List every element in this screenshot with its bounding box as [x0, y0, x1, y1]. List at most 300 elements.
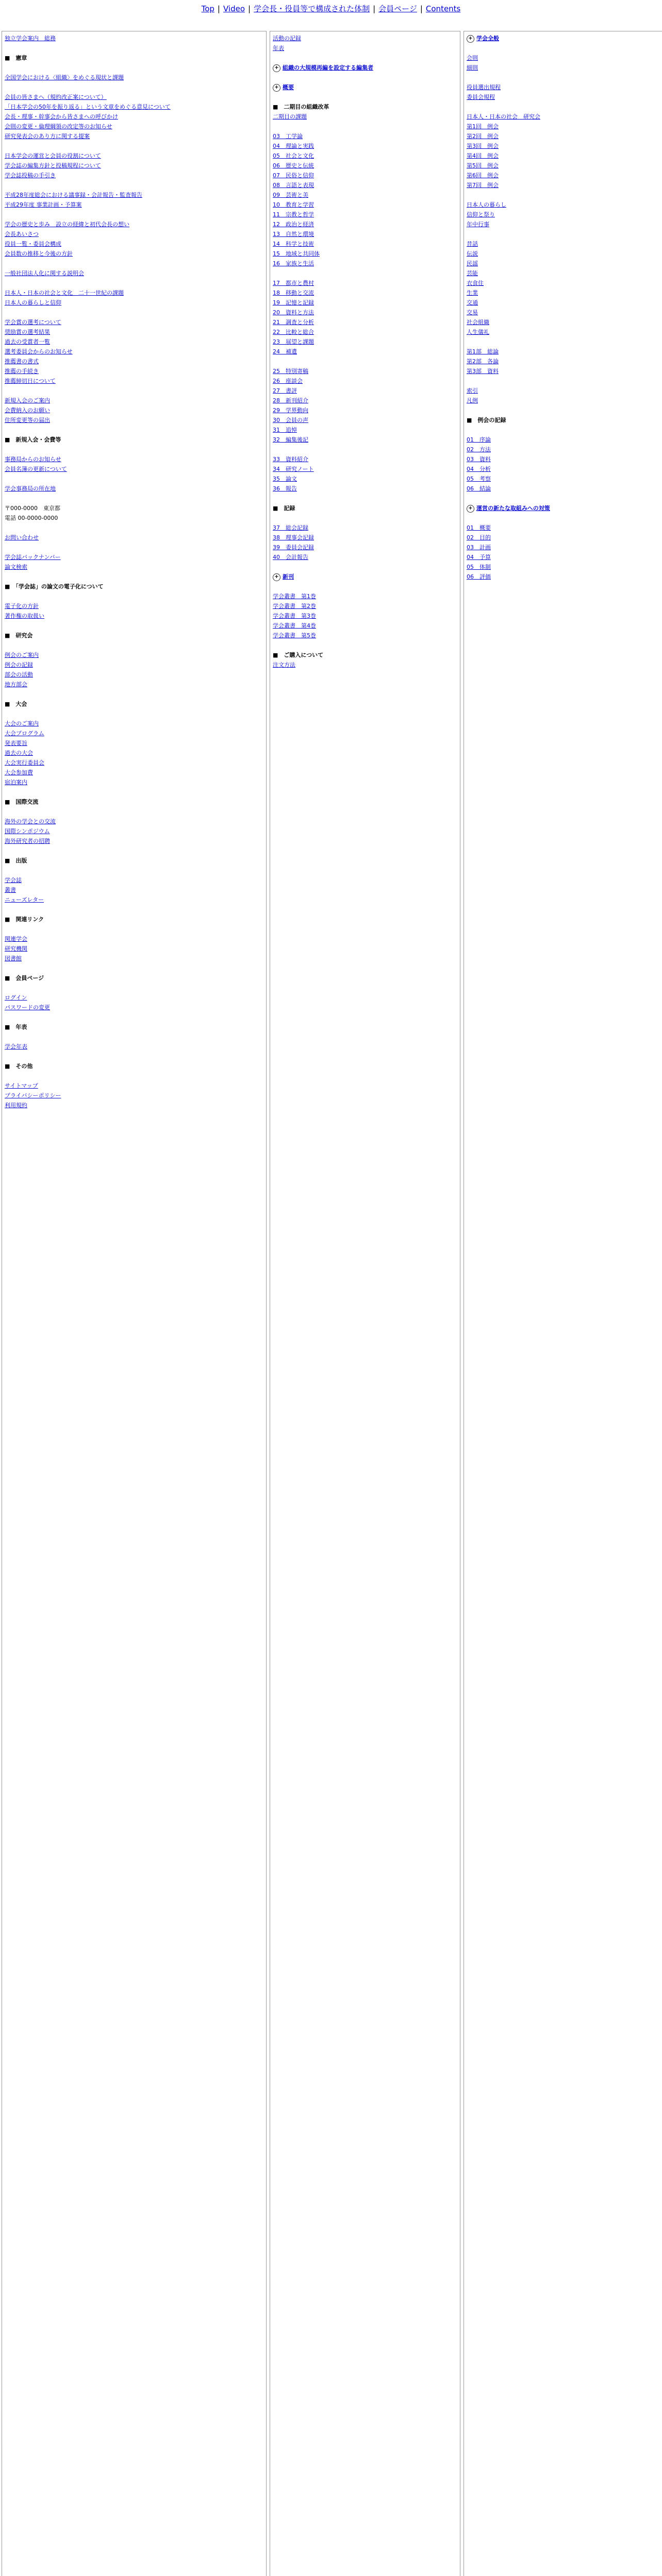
list-item-link[interactable]: 会員数の推移と今後の方針 — [5, 250, 73, 257]
list-item — [5, 738, 263, 748]
spacer — [467, 425, 660, 435]
list-item-link[interactable]: 日本人の暮らしと信仰 — [5, 299, 61, 306]
spacer — [5, 1032, 263, 1042]
spacer — [5, 210, 263, 219]
list-item — [467, 180, 660, 190]
spacer — [5, 983, 263, 993]
left-column — [2, 31, 267, 2576]
list-item-link[interactable]: 19 記憶と記録 — [273, 299, 314, 306]
list-item — [467, 445, 660, 454]
list-item — [467, 268, 660, 278]
list-item-link[interactable]: 伝説 — [467, 250, 478, 257]
list-item-link[interactable]: 電子化の方針 — [5, 603, 39, 609]
list-item-link[interactable]: 研究機関 — [5, 945, 27, 952]
list-item — [5, 836, 263, 846]
list-item-link[interactable]: 16 家族と生活 — [273, 260, 314, 267]
list-item-link[interactable]: 学会年表 — [5, 1043, 27, 1050]
block-heading — [273, 82, 457, 92]
list-item-link[interactable]: 会員の皆さまへ（規約改正案について） — [5, 94, 107, 100]
list-item-link[interactable]: 36 報告 — [273, 485, 297, 492]
list-item — [5, 601, 263, 611]
list-item-link[interactable]: 27 書評 — [273, 387, 297, 394]
section-heading: ■ その他 — [5, 1063, 33, 1070]
list-item-link[interactable]: 02 目的 — [467, 534, 491, 541]
list-item-link[interactable]: 31 追悼 — [273, 427, 297, 433]
list-item — [467, 122, 660, 131]
list-item-link[interactable]: 03 工学論 — [273, 133, 303, 140]
list-item-link[interactable]: 18 移動と交流 — [273, 290, 314, 296]
list-item — [273, 210, 457, 219]
list-item-link[interactable]: 年中行事 — [467, 221, 489, 228]
section-heading: ■ 「学会誌」の論文の電子化について — [5, 583, 104, 590]
list-item-link[interactable]: 11 宗教と哲学 — [273, 211, 314, 218]
list-item-link[interactable]: 例会のご案内 — [5, 652, 39, 658]
list-item-link[interactable]: 学会賞の選考について — [5, 319, 61, 326]
list-item-link[interactable]: 注文方法 — [273, 662, 295, 668]
list-item — [5, 219, 263, 229]
block-heading — [467, 503, 660, 513]
list-item-link[interactable]: 部会の活動 — [5, 671, 33, 678]
section-heading: ■ 関連リンク — [5, 916, 44, 923]
list-item-link[interactable]: 05 体制 — [467, 564, 491, 570]
list-item-link[interactable]: 社会組織 — [467, 319, 489, 326]
list-item-link[interactable]: 学会誌の編集方針と投稿規程について — [5, 162, 101, 169]
list-item-link[interactable]: 日本人・日本の社会 研究会 — [467, 113, 540, 120]
list-item-link[interactable]: 06 評価 — [467, 573, 491, 580]
list-item — [467, 386, 660, 396]
list-item — [467, 278, 660, 288]
list-item — [273, 464, 457, 474]
list-item-link[interactable]: 17 都市と農村 — [273, 280, 314, 286]
spacer — [467, 376, 660, 386]
list-item-link[interactable]: 細則 — [467, 64, 478, 71]
list-item — [273, 484, 457, 494]
list-item — [467, 200, 660, 210]
list-item-link[interactable]: 05 考察 — [467, 476, 491, 482]
list-item — [5, 1100, 263, 1110]
list-item — [273, 347, 457, 357]
list-item — [467, 366, 660, 376]
list-item — [467, 171, 660, 180]
nav-link-members[interactable]: 会員ページ — [378, 4, 417, 13]
list-item — [5, 405, 263, 415]
list-item-link[interactable]: 住所変更等の届出 — [5, 417, 50, 423]
list-item — [467, 249, 660, 259]
list-item-link[interactable]: 学会叢書 第5巻 — [273, 632, 316, 639]
list-item-link[interactable]: 29 学界動向 — [273, 407, 308, 414]
list-item — [467, 239, 660, 249]
list-item-link[interactable]: 第2部 各論 — [467, 358, 499, 365]
list-item-link[interactable]: 選考委員会からのお知らせ — [5, 348, 73, 355]
list-item-link[interactable]: 13 自然と環境 — [273, 231, 314, 238]
list-item — [467, 63, 660, 73]
expand-circle-icon[interactable]: + — [273, 84, 280, 92]
list-item-link[interactable]: 信仰と祭り — [467, 211, 495, 218]
list-item-link[interactable]: 役員一覧・委員会構成 — [5, 241, 61, 247]
list-item-link[interactable]: 24 補遺 — [273, 348, 297, 355]
spacer — [273, 640, 457, 650]
list-item-link[interactable]: 12 政治と経済 — [273, 221, 314, 228]
list-item — [5, 562, 263, 572]
text-line: 電話 00-0000-0000 — [5, 515, 58, 521]
list-item-link[interactable]: 叢書 — [5, 887, 16, 893]
block-heading — [273, 572, 457, 582]
list-item-link[interactable]: 論文検索 — [5, 564, 27, 570]
list-item-link[interactable]: 海外の学会との交流 — [5, 818, 56, 825]
list-item — [467, 357, 660, 366]
spacer — [273, 582, 457, 591]
list-item — [467, 484, 660, 494]
expand-circle-icon[interactable]: + — [273, 573, 280, 581]
list-item-link[interactable]: 芸能 — [467, 270, 478, 277]
list-item-link[interactable]: 第4回 例会 — [467, 152, 499, 159]
section-heading: ■ 研究会 — [5, 632, 33, 639]
list-item-link[interactable]: 第2回 例会 — [467, 133, 499, 140]
spacer — [5, 141, 263, 151]
list-item — [5, 934, 263, 944]
list-item-link[interactable]: 第6回 例会 — [467, 172, 499, 179]
list-item-link[interactable]: 国際シンポジウム — [5, 828, 50, 835]
list-item-link[interactable]: 日本人・日本の社会と文化 二十一世紀の課題 — [5, 290, 124, 296]
list-item-link[interactable]: 図書館 — [5, 955, 22, 962]
list-item-link[interactable]: 発表要旨 — [5, 740, 27, 747]
list-item-link[interactable]: 研究発表会のあり方に関する提案 — [5, 133, 90, 140]
list-item-link[interactable]: 独立学会案内 総務 — [5, 35, 56, 42]
list-item-link[interactable]: 宿泊案内 — [5, 779, 27, 786]
list-item — [273, 386, 457, 396]
list-item — [5, 357, 263, 366]
list-item — [5, 337, 263, 347]
section-heading: ■ ご購入について — [273, 652, 324, 658]
list-item-link[interactable]: 32 編集後記 — [273, 436, 308, 443]
list-item — [467, 474, 660, 484]
list-item — [5, 112, 263, 122]
list-item-link[interactable]: 学会叢書 第3巻 — [273, 613, 316, 619]
list-item — [273, 327, 457, 337]
section-heading: ■ 例会の記録 — [467, 417, 506, 423]
list-item-link[interactable]: パスワードの変更 — [5, 1004, 50, 1011]
nav-separator: | — [373, 4, 376, 13]
list-item-link[interactable]: 33 資料紹介 — [273, 456, 308, 463]
list-item — [5, 376, 263, 386]
list-item — [467, 92, 660, 102]
list-item — [5, 190, 263, 200]
list-item-link[interactable]: ニューズレター — [5, 896, 44, 903]
list-item — [273, 151, 457, 161]
list-item-link[interactable]: プライバシーポリシー — [5, 1092, 61, 1099]
list-item-link[interactable]: 会費納入のお願い — [5, 407, 50, 414]
list-item — [467, 161, 660, 171]
list-item-link[interactable]: 39 委員会記録 — [273, 544, 314, 551]
list-item-link[interactable]: お問い合わせ — [5, 534, 39, 541]
spacer — [5, 963, 263, 973]
list-item-link[interactable]: 年表 — [273, 45, 284, 52]
list-item — [273, 249, 457, 259]
list-item-link[interactable]: 例会の記録 — [5, 662, 33, 668]
list-item — [273, 219, 457, 229]
spacer — [5, 807, 263, 817]
block-heading — [467, 33, 660, 43]
list-item — [273, 611, 457, 621]
list-item — [273, 601, 457, 611]
list-item-link[interactable]: 大会プログラム — [5, 730, 44, 737]
list-item-link[interactable]: 15 地域と共同体 — [273, 250, 320, 257]
list-item-link[interactable]: 04 理論と実践 — [273, 143, 314, 149]
spacer — [5, 259, 263, 268]
spacer — [5, 445, 263, 454]
section-heading: ■ 二期目の組織改革 — [273, 104, 329, 110]
list-item-link[interactable]: 関連学会 — [5, 936, 27, 942]
list-item-link[interactable]: 大会参加費 — [5, 769, 33, 776]
spacer — [467, 229, 660, 239]
nav-link-board[interactable]: 学会長・役員等で構成された体制 — [254, 4, 370, 13]
list-item — [273, 43, 457, 53]
list-item — [5, 464, 263, 474]
list-item-link[interactable]: 01 序論 — [467, 436, 491, 443]
list-item-link[interactable]: 25 特別寄稿 — [273, 368, 308, 375]
list-item — [5, 1042, 263, 1052]
list-item-link[interactable]: 04 予算 — [467, 554, 491, 561]
list-item — [273, 317, 457, 327]
list-item-link[interactable]: 活動の記録 — [273, 35, 301, 42]
list-item — [5, 229, 263, 239]
list-item — [467, 82, 660, 92]
list-item — [273, 552, 457, 562]
list-item-link[interactable]: 38 理事会記録 — [273, 534, 314, 541]
list-item-link[interactable]: 一般社団法人化に関する説明会 — [5, 270, 84, 277]
spacer — [467, 513, 660, 523]
list-item — [5, 817, 263, 826]
list-item-link[interactable]: 03 資料 — [467, 456, 491, 463]
list-item — [5, 102, 263, 112]
spacer — [5, 866, 263, 875]
list-item-link[interactable]: 人生儀礼 — [467, 329, 489, 335]
expand-circle-icon[interactable]: + — [467, 505, 474, 513]
list-item — [5, 533, 263, 543]
spacer — [467, 73, 660, 82]
list-item-link[interactable]: 過去の受賞者一覧 — [5, 338, 50, 345]
nav-link-top[interactable]: Top — [201, 4, 214, 13]
list-item-link[interactable]: 学会叢書 第4巻 — [273, 622, 316, 629]
list-item-link[interactable]: 利用規約 — [5, 1102, 27, 1109]
list-item-link[interactable]: 学会の歴史と歩み 設立の経緯と初代会長の想い — [5, 221, 129, 228]
list-item — [5, 151, 263, 161]
spacer — [5, 924, 263, 934]
list-item-link[interactable]: 03 計画 — [467, 544, 491, 551]
spacer — [5, 689, 263, 699]
list-item-link[interactable]: 衣食住 — [467, 280, 484, 286]
list-item-link[interactable]: 21 調査と分析 — [273, 319, 314, 326]
spacer — [5, 386, 263, 396]
spacer — [467, 43, 660, 53]
list-item-link[interactable]: 推薦締切日について — [5, 378, 56, 384]
list-item-link[interactable]: 事務局からのお知らせ — [5, 456, 61, 463]
list-item-link[interactable]: 奨励賞の選考結果 — [5, 329, 50, 335]
list-item-link[interactable]: 昔話 — [467, 241, 478, 247]
list-item-link[interactable]: 第1回 例会 — [467, 123, 499, 130]
list-item-link[interactable]: 新規入会のご案内 — [5, 397, 50, 404]
list-item-link[interactable]: 凡例 — [467, 397, 478, 404]
list-item-link[interactable]: 「日本学会の50年を振り返る」という文章をめぐる意見について — [5, 104, 171, 110]
list-item — [5, 366, 263, 376]
list-item-link[interactable]: 会長あいさつ — [5, 231, 39, 238]
list-item — [273, 591, 457, 601]
text-line: 〒000-0000 東京都 — [5, 505, 60, 512]
list-item — [273, 337, 457, 347]
list-item-link[interactable]: 過去の大会 — [5, 750, 33, 756]
list-item-link[interactable]: 平成29年度 事業計画・予算案 — [5, 201, 82, 208]
spacer — [467, 337, 660, 347]
block-heading-label[interactable]: 運営の新たな取組みへの対策 — [476, 505, 550, 512]
list-item-link[interactable]: 30 会員の声 — [273, 417, 308, 423]
list-item — [273, 288, 457, 298]
list-item-link[interactable]: 28 新刊紹介 — [273, 397, 308, 404]
spacer — [5, 640, 263, 650]
list-item-link[interactable]: 06 歴史と伝統 — [273, 162, 314, 169]
list-item-link[interactable]: 26 座談会 — [273, 378, 303, 384]
list-item — [273, 229, 457, 239]
list-item-link[interactable]: 索引 — [467, 387, 478, 394]
list-item-link[interactable]: ログイン — [5, 994, 27, 1001]
list-item-link[interactable]: 平成28年度総会における議事録・会計報告・監査報告 — [5, 192, 142, 198]
list-item-link[interactable]: 第1部 総論 — [467, 348, 499, 355]
list-item-link[interactable]: 09 芸術と美 — [273, 192, 308, 198]
list-item-link[interactable]: 07 民俗と信仰 — [273, 172, 314, 179]
list-item-link[interactable]: 推薦の手続き — [5, 368, 39, 375]
list-item-link[interactable]: 推薦書の書式 — [5, 358, 39, 365]
list-item-link[interactable]: 地方部会 — [5, 681, 27, 688]
list-item — [5, 327, 263, 337]
list-item-link[interactable]: サイトマップ — [5, 1082, 38, 1089]
list-item-link[interactable]: 役員選出規程 — [467, 84, 501, 91]
list-item-link[interactable]: 民謡 — [467, 260, 478, 267]
section-heading: ■ 新規入会・会費等 — [5, 436, 61, 443]
section-heading: ■ 大会 — [5, 701, 27, 707]
list-item — [467, 347, 660, 357]
nav-link-contents[interactable]: Contents — [425, 4, 461, 13]
list-item — [5, 317, 263, 327]
list-item-link[interactable]: 交易 — [467, 309, 478, 316]
list-item — [5, 161, 263, 171]
list-item-link[interactable]: 22 比較と総合 — [273, 329, 314, 335]
list-item-link[interactable]: 第3部 資料 — [467, 368, 499, 375]
list-item — [467, 298, 660, 308]
list-item-link[interactable]: 01 概要 — [467, 524, 491, 531]
list-item — [273, 523, 457, 533]
list-item — [273, 190, 457, 200]
list-item-link[interactable]: 37 総会記録 — [273, 524, 308, 531]
list-item-link[interactable]: 会員名簿の更新について — [5, 466, 67, 472]
block-heading-label[interactable]: 組織の大規模再編を設定する編集者 — [283, 64, 373, 71]
list-item-link[interactable]: 02 方法 — [467, 446, 491, 453]
list-item-link[interactable]: 二期目の課題 — [273, 113, 307, 120]
list-item-link[interactable]: 海外研究者の招聘 — [5, 838, 50, 844]
spacer — [5, 1052, 263, 1061]
list-item-link[interactable]: 05 社会と文化 — [273, 152, 314, 159]
list-item — [5, 92, 263, 102]
spacer — [5, 523, 263, 533]
spacer — [273, 53, 457, 63]
spacer — [467, 102, 660, 112]
list-item — [5, 944, 263, 954]
list-item — [467, 141, 660, 151]
list-item — [5, 748, 263, 758]
block-heading-label[interactable]: 学会全般 — [476, 35, 499, 42]
list-item-link[interactable]: 生業 — [467, 290, 478, 296]
nav-link-video[interactable]: Video — [223, 4, 245, 13]
list-item-link[interactable]: 第7回 例会 — [467, 182, 499, 189]
list-item-link[interactable]: 学会叢書 第2巻 — [273, 603, 316, 609]
list-item-link[interactable]: 第5回 例会 — [467, 162, 499, 169]
list-item — [273, 631, 457, 640]
spacer — [5, 474, 263, 484]
list-item — [5, 288, 263, 298]
list-item — [273, 259, 457, 268]
list-item-link[interactable]: 23 展望と課題 — [273, 338, 314, 345]
list-item-link[interactable]: 交通 — [467, 299, 478, 306]
list-item-link[interactable]: 日本学会の運営と会員の役割について — [5, 152, 101, 159]
list-item-link[interactable]: 著作権の取扱い — [5, 613, 44, 619]
block-heading-label[interactable]: 概要 — [283, 84, 294, 91]
list-item — [5, 660, 263, 670]
list-item — [5, 347, 263, 357]
list-item-link[interactable]: 14 科学と技術 — [273, 241, 314, 247]
right-column — [464, 31, 662, 2576]
list-item-link[interactable]: 学会叢書 第1巻 — [273, 593, 316, 600]
list-item-link[interactable]: 全国学会における〈組織〉をめぐる現状と課題 — [5, 74, 124, 81]
list-item-link[interactable]: 第3回 例会 — [467, 143, 499, 149]
list-item-link[interactable]: 大会実行委員会 — [5, 759, 44, 766]
list-item-link[interactable]: 20 資料と方法 — [273, 309, 314, 316]
list-item — [5, 611, 263, 621]
list-item — [273, 376, 457, 386]
list-item-link[interactable]: 委員会規程 — [467, 94, 495, 100]
list-item — [467, 112, 660, 122]
list-item — [5, 239, 263, 249]
list-item-link[interactable]: 学会誌バックナンバー — [5, 554, 61, 561]
list-item-link[interactable]: 会長・理事・幹事会から皆さまへの呼びかけ — [5, 113, 118, 120]
list-item — [273, 621, 457, 631]
list-item-link[interactable]: 学会事務局の所在地 — [5, 485, 56, 492]
list-item-link[interactable]: 学会誌 — [5, 877, 22, 884]
expand-circle-icon[interactable]: + — [273, 64, 280, 72]
list-item-link[interactable]: 34 研究ノート — [273, 466, 314, 472]
spacer — [5, 1071, 263, 1081]
list-item-link[interactable]: 35 論文 — [273, 476, 297, 482]
list-item-link[interactable]: 会則 — [467, 55, 478, 61]
list-item — [273, 131, 457, 141]
list-item-link[interactable]: 会則の変更・倫理綱領の改定等のお知らせ — [5, 123, 112, 130]
section-heading: ■ 憲章 — [5, 55, 27, 61]
list-item-link[interactable]: 10 教育と学習 — [273, 201, 314, 208]
list-item — [5, 298, 263, 308]
list-item-link[interactable]: 04 分析 — [467, 466, 491, 472]
list-item-link[interactable]: 08 言語と表現 — [273, 182, 314, 189]
list-item-link[interactable]: 日本人の暮らし — [467, 201, 506, 208]
list-item-link[interactable]: 学会誌投稿の手引き — [5, 172, 56, 179]
spacer — [467, 190, 660, 200]
list-item — [5, 719, 263, 728]
list-item — [273, 454, 457, 464]
spacer — [5, 905, 263, 914]
list-item-link[interactable]: 大会のご案内 — [5, 720, 39, 727]
list-item-link[interactable]: 40 会計報告 — [273, 554, 308, 561]
list-item — [273, 171, 457, 180]
list-item — [273, 425, 457, 435]
list-item-link[interactable]: 06 結論 — [467, 485, 491, 492]
expand-circle-icon[interactable]: + — [467, 35, 474, 43]
block-heading-label[interactable]: 新刊 — [283, 573, 294, 580]
